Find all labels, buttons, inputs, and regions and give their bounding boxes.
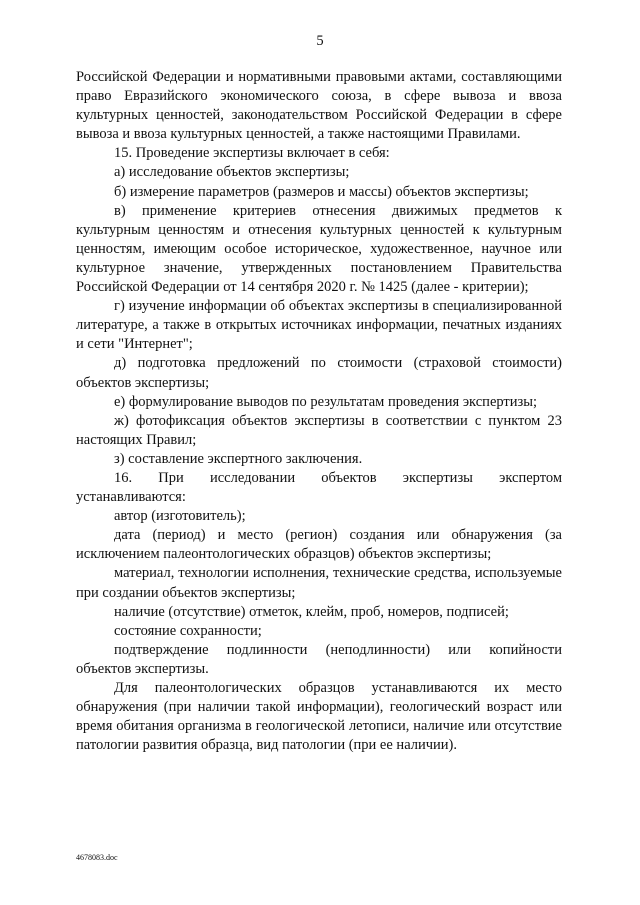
paragraph: Российской Федерации и нормативными правовыми актами, составляющими право Евразийского экономического союза, в сфере вывоза и ввоза культурных ценностей, законодательством Российской Федерации в сфере вывоза и ввоза культурных ценностей, а также настоящими Правилами. bbox=[76, 69, 562, 143]
paragraph: состояние сохранности; bbox=[114, 622, 262, 639]
paragraph: 16. При исследовании объектов экспертизы экспертом устанавливаются: bbox=[76, 469, 562, 506]
paragraph: дата (период) и место (регион) создания или обнаружения (за исключением палеонтологических образцов) объектов экспертизы; bbox=[76, 527, 562, 563]
paragraph: 15. Проведение экспертизы включает в себя: bbox=[114, 145, 390, 162]
page-number: 5 bbox=[316, 33, 324, 49]
paragraph: г) изучение информации об объектах экспертизы в специализированной литературе, а также в открытых источниках информации, печатных изданиях и сети "Интернет"; bbox=[76, 298, 562, 353]
paragraph: ж) фотофиксация объектов экспертизы в соответствии с пунктом 23 настоящих Правил; bbox=[76, 412, 562, 448]
paragraph: д) подготовка предложений по стоимости (страховой стоимости) объектов экспертизы; bbox=[76, 355, 562, 391]
paragraph: з) составление экспертного заключения. bbox=[114, 450, 363, 467]
paragraph: наличие (отсутствие) отметок, клейм, проб, номеров, подписей; bbox=[114, 603, 509, 620]
paragraph: б) измерение параметров (размеров и массы) объектов экспертизы; bbox=[114, 183, 529, 200]
paragraph: в) применение критериев отнесения движимых предметов к культурным ценностям и отнесения культурных ценностей к культурным ценностям, имеющим особое историческое, художественное, научное или культурное значение, утвержденных постановлением Правительства Российской Федерации от 14 сентября 2020 г. № 1425 (далее - критерии); bbox=[76, 202, 562, 296]
file-name-footer: 4678083.doc bbox=[76, 853, 118, 862]
paragraph: е) формулирование выводов по результатам проведения экспертизы; bbox=[114, 393, 538, 410]
paragraph: автор (изготовитель); bbox=[114, 508, 246, 525]
paragraph: материал, технологии исполнения, технические средства, используемые при создании объектов экспертизы; bbox=[76, 565, 562, 601]
paragraph: а) исследование объектов экспертизы; bbox=[114, 164, 350, 181]
paragraph: подтверждение подлинности (неподлинности) или копийности объектов экспертизы. bbox=[76, 641, 562, 677]
document-body bbox=[76, 68, 562, 755]
paragraph: Для палеонтологических образцов устанавливаются их место обнаружения (при наличии такой информации), геологический возраст или время обитания организма в геологической летописи, наличие или отсутствие патологии развития образца, вид патологии (при ее наличии). bbox=[76, 680, 562, 754]
